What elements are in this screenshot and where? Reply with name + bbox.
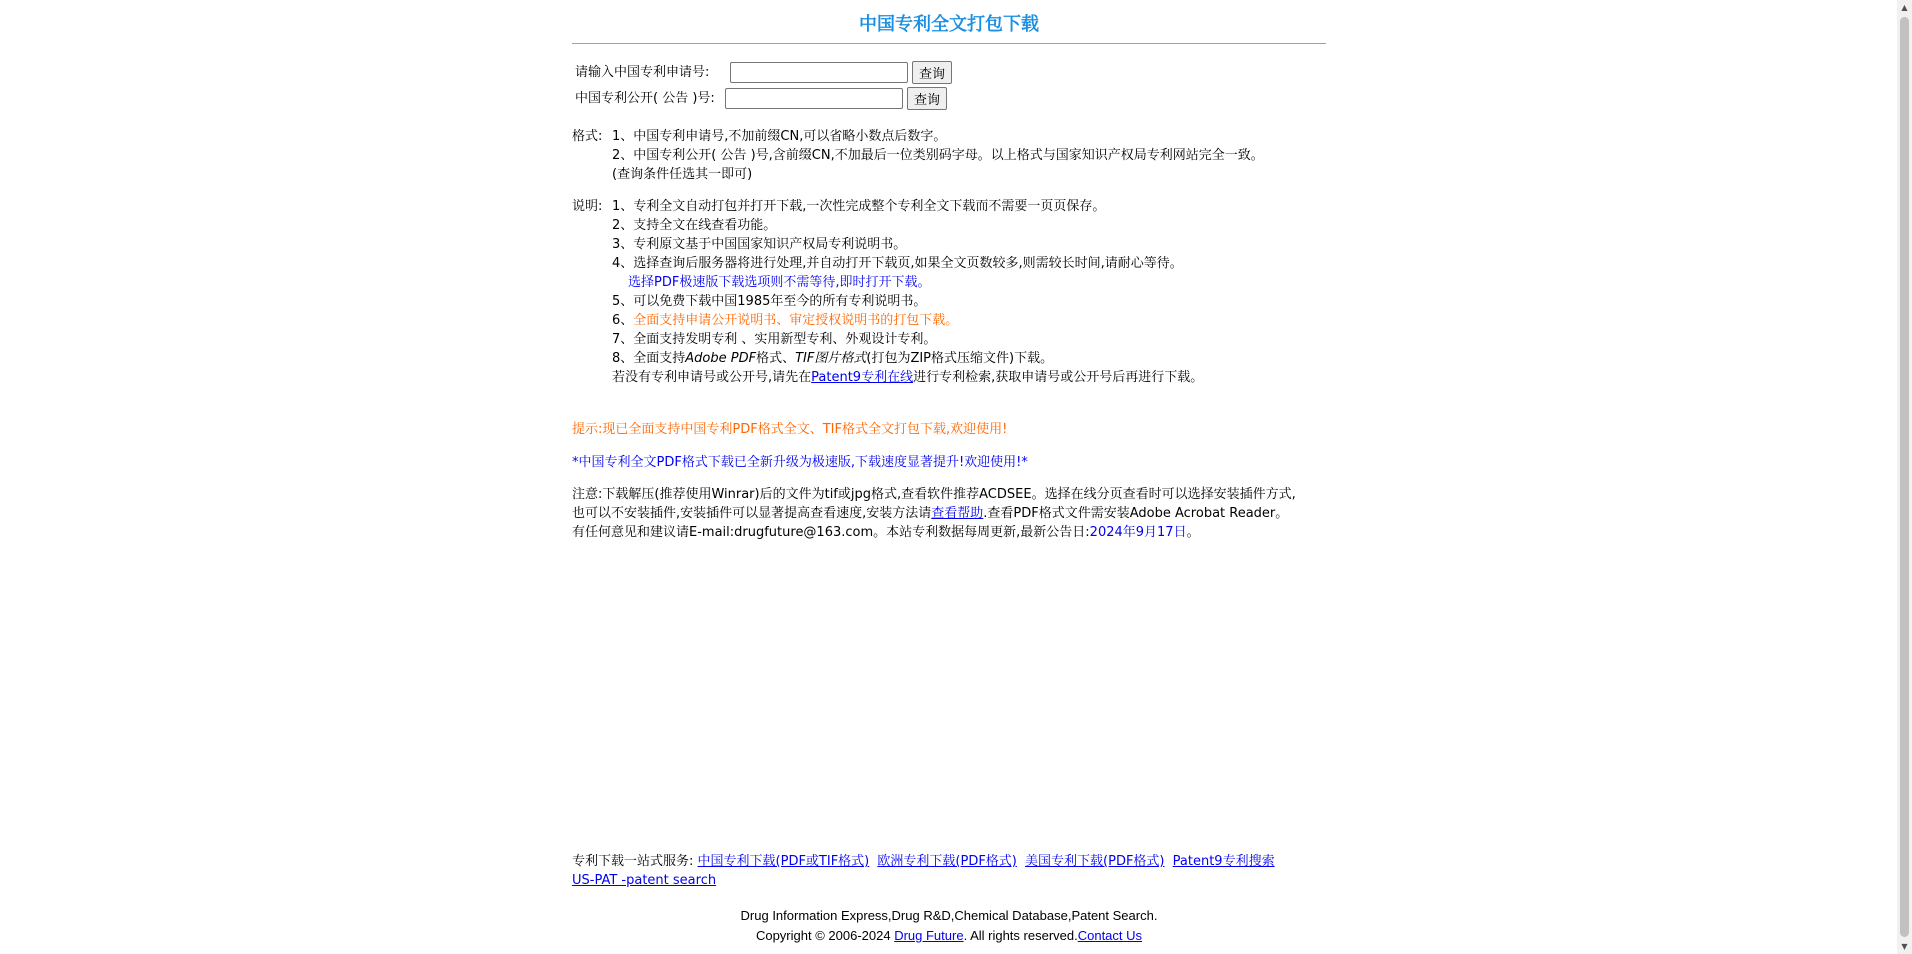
contact-us-link[interactable]: Contact Us bbox=[1077, 928, 1143, 943]
europe-patent-download-link[interactable]: 欧洲专利下载(PDF格式) bbox=[877, 854, 1017, 869]
note-item-2: 2、支持全文在线查看功能。 bbox=[612, 218, 777, 233]
notes-section bbox=[572, 197, 1326, 387]
note-item-6-text: 全面支持申请公开说明书、审定授权说明书的打包下载。 bbox=[633, 313, 959, 328]
note-item-4-pdf-tip: 选择PDF极速版下载选项则不需等待,即时打开下载。 bbox=[628, 275, 931, 290]
note-item-1: 1、专利全文自动打包并打开下载,一次性完成整个专利全文下载而不需要一页页保存。 bbox=[612, 199, 1106, 214]
publication-number-row bbox=[572, 86, 1326, 111]
publication-query-button[interactable]: 查询 bbox=[907, 87, 947, 110]
us-pat-search-link[interactable]: US-PAT -patent search bbox=[572, 873, 717, 888]
format-line-1: 1、中国专利申请号,不加前缀CN,可以省略小数点后数字。 bbox=[612, 129, 947, 144]
vertical-scrollbar[interactable] bbox=[1897, 0, 1912, 954]
pdf-format-term: Adobe PDF bbox=[685, 351, 757, 366]
notice-section bbox=[572, 485, 1326, 542]
notice-line-2: 也可以不安装插件,安装插件可以显著提高查看速度,安装方法请查看帮助.查看PDF格式文件需安装Adobe Acrobat Reader。 bbox=[572, 506, 1289, 521]
note-item-8: 8、全面支持Adobe PDF格式、TIF图片格式(打包为ZIP格式压缩文件)下载。 bbox=[612, 351, 1054, 366]
format-section bbox=[572, 127, 1326, 184]
search-hint: 若没有专利申请号或公开号,请先在Patent9专利在线进行专利检索,获取申请号或公开号后再进行下载。 bbox=[612, 370, 1204, 385]
patent9-online-link[interactable]: Patent9专利在线 bbox=[811, 370, 914, 385]
drug-future-link[interactable]: Drug Future bbox=[894, 928, 964, 943]
page-title: 中国专利全文打包下载 bbox=[859, 14, 1039, 35]
us-patent-download-link[interactable]: 美国专利下载(PDF格式) bbox=[1025, 854, 1165, 869]
note-item-6 bbox=[572, 311, 1326, 330]
application-number-label: 请输入中国专利申请号: bbox=[575, 64, 710, 80]
note-item-4: 4、选择查询后服务器将进行处理,并自动打开下载页,如果全文页数较多,则需较长时间,请耐心等待。 bbox=[612, 256, 1183, 271]
tif-format-term: TIF图片格式 bbox=[795, 351, 867, 366]
scroll-up-arrow-icon[interactable]: ▲ bbox=[1901, 3, 1908, 12]
format-line-2: 2、中国专利公开( 公告 )号,含前缀CN,不加最后一位类别码字母。以上格式与国家知识产权局专利网站完全一致。 bbox=[612, 148, 1264, 163]
note-item-7: 7、全面支持发明专利 、实用新型专利、外观设计专利。 bbox=[612, 332, 937, 347]
format-line-3: (查询条件任选其一即可) bbox=[612, 167, 753, 182]
scroll-down-arrow-icon[interactable]: ▼ bbox=[1901, 942, 1908, 951]
tip-pdf-tif-support: 提示:现已全面支持中国专利PDF格式全文、TIF格式全文打包下载,欢迎使用! bbox=[572, 422, 1008, 437]
china-patent-download-link[interactable]: 中国专利下载(PDF或TIF格式) bbox=[697, 854, 870, 869]
scroll-thumb[interactable] bbox=[1900, 17, 1909, 937]
services-label: 专利下载一站式服务: bbox=[572, 854, 694, 869]
title-divider bbox=[572, 43, 1326, 44]
application-number-input[interactable] bbox=[730, 62, 908, 83]
footer-tagline: Drug Information Express,Drug R&D,Chemical Database,Patent Search. bbox=[740, 908, 1158, 923]
notes-heading: 说明: bbox=[572, 199, 603, 214]
patent9-search-link[interactable]: Patent9专利搜索 bbox=[1172, 854, 1275, 869]
notice-line-3: 有任何意见和建议请E-mail:drugfuture@163.com。本站专利数据每周更新,最新公告日:2024年9月17日。 bbox=[572, 525, 1200, 540]
tip-pdf-speed-upgrade: *中国专利全文PDF格式下载已全新升级为极速版,下载速度显著提升!欢迎使用!* bbox=[572, 455, 1028, 470]
format-heading: 格式: bbox=[572, 129, 603, 144]
latest-announcement-date: 2024年9月17日 bbox=[1089, 525, 1187, 540]
footer-copyright: Copyright © 2006-2024 Drug Future. All rights reserved.Contact Us bbox=[755, 928, 1143, 943]
publication-number-label: 中国专利公开( 公告 )号: bbox=[575, 90, 715, 106]
query-form bbox=[572, 60, 1326, 111]
note-item-6-number: 6、 bbox=[612, 313, 634, 328]
services-bar bbox=[572, 852, 1352, 890]
note-item-5: 5、可以免费下载中国1985年至今的所有专利说明书。 bbox=[612, 294, 927, 309]
publication-number-input[interactable] bbox=[725, 88, 903, 109]
main-content bbox=[572, 0, 1326, 542]
site-footer bbox=[572, 906, 1326, 946]
application-number-row bbox=[572, 60, 1326, 85]
note-item-3: 3、专利原文基于中国国家知识产权局专利说明书。 bbox=[612, 237, 907, 252]
notice-line-1: 注意:下载解压(推荐使用Winrar)后的文件为tif或jpg格式,查看软件推荐ACDSEE。选择在线分页查看时可以选择安装插件方式, bbox=[572, 487, 1296, 502]
view-help-link[interactable]: 查看帮助 bbox=[931, 506, 984, 521]
application-query-button[interactable]: 查询 bbox=[912, 61, 952, 84]
